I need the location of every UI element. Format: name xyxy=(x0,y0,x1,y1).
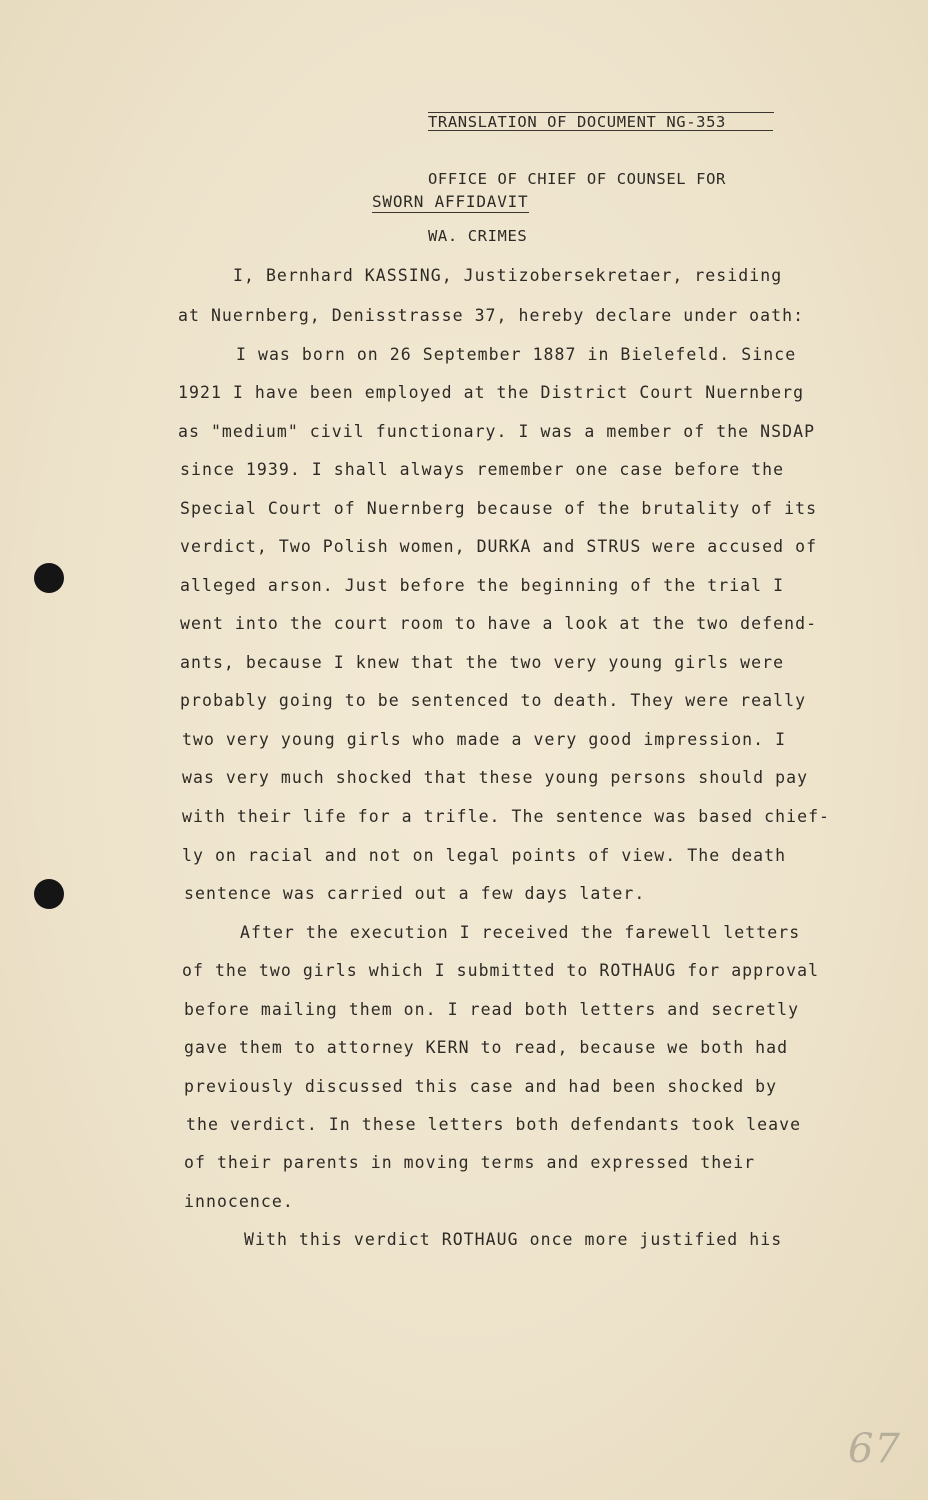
punch-hole xyxy=(34,563,64,593)
body-line: ants, because I knew that the two very young girls were xyxy=(180,653,785,672)
header-line: WA. CRIMES xyxy=(428,227,528,245)
body-line: probably going to be sentenced to death. They were really xyxy=(180,691,807,710)
body-line: was very much shocked that these young persons should pay xyxy=(182,768,809,787)
header-line: OFFICE OF CHIEF OF COUNSEL FOR xyxy=(428,170,726,188)
header-rule xyxy=(428,130,773,131)
body-line: the verdict. In these letters both defendants took leave xyxy=(186,1115,802,1134)
body-line: went into the court room to have a look at the two defend- xyxy=(180,614,818,633)
document-header xyxy=(428,74,774,284)
body-line: verdict, Two Polish women, DURKA and STRUS were accused of xyxy=(180,537,818,556)
body-line: of their parents in moving terms and expressed their xyxy=(184,1153,756,1172)
document-title: SWORN AFFIDAVIT xyxy=(372,192,529,211)
handwritten-page-number: 67 xyxy=(848,1426,901,1472)
body-line: After the execution I received the farewell letters xyxy=(240,923,801,942)
body-line: before mailing them on. I read both letters and secretly xyxy=(184,1000,800,1019)
header-line: TRANSLATION OF DOCUMENT NG-353 xyxy=(428,112,774,132)
body-line: at Nuernberg, Denisstrasse 37, hereby declare under oath: xyxy=(178,306,805,325)
body-line: as "medium" civil functionary. I was a member of the NSDAP xyxy=(178,422,816,441)
body-line: gave them to attorney KERN to read, because we both had xyxy=(184,1038,789,1057)
body-line: with their life for a trifle. The sentence was based chief- xyxy=(182,807,831,826)
body-line: I, Bernhard KASSING, Justizobersekretaer, residing xyxy=(233,266,783,285)
body-line: Special Court of Nuernberg because of the brutality of its xyxy=(180,499,818,518)
body-line: 1921 I have been employed at the District Court Nuernberg xyxy=(178,383,805,402)
body-line: two very young girls who made a very good impression. I xyxy=(182,730,787,749)
body-line: I was born on 26 September 1887 in Bielefeld. Since xyxy=(236,345,797,364)
body-line: innocence. xyxy=(184,1192,294,1211)
body-line: previously discussed this case and had been shocked by xyxy=(184,1077,778,1096)
body-line: alleged arson. Just before the beginning of the trial I xyxy=(180,576,785,595)
body-line: of the two girls which I submitted to ROTHAUG for approval xyxy=(182,961,820,980)
body-line: With this verdict ROTHAUG once more justified his xyxy=(244,1230,783,1249)
body-line: since 1939. I shall always remember one case before the xyxy=(180,460,785,479)
body-line: ly on racial and not on legal points of view. The death xyxy=(182,846,787,865)
body-line: sentence was carried out a few days later. xyxy=(184,884,646,903)
punch-hole xyxy=(34,879,64,909)
